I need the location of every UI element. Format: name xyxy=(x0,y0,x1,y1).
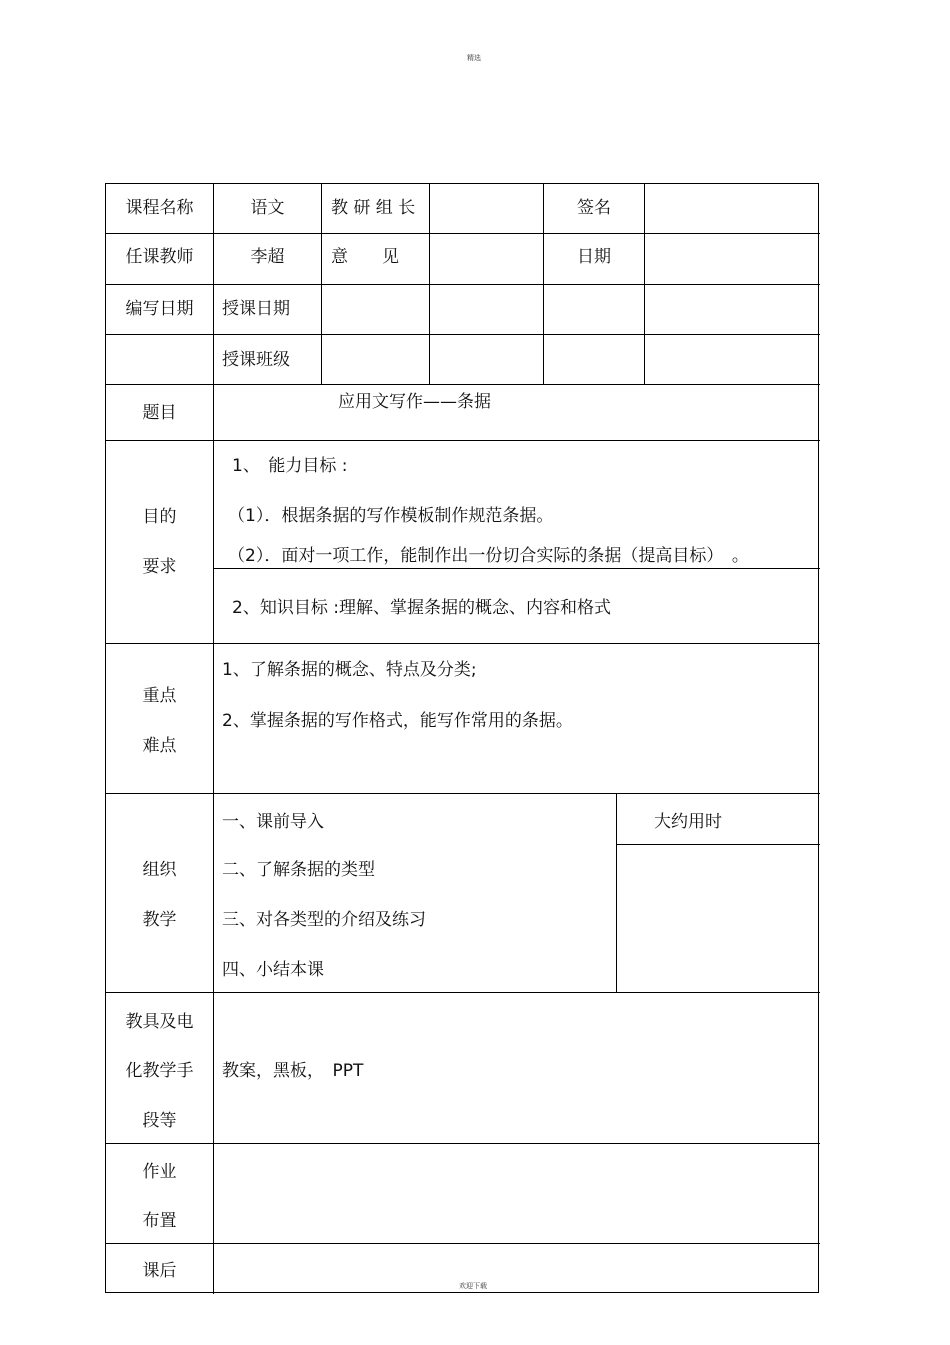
key-point-item-1: 1、了解条据的概念、特点及分类; xyxy=(222,660,477,680)
header-note: 精选 xyxy=(467,54,481,62)
column-divider xyxy=(321,184,322,384)
lesson-plan-table xyxy=(105,183,819,1293)
date-label: 日期 xyxy=(577,247,611,267)
leader-opinion-line1: 教 研 组 长 xyxy=(331,198,416,218)
goals-label-line2: 要求 xyxy=(142,557,177,577)
row-divider xyxy=(214,568,820,569)
course-name-value: 语文 xyxy=(250,198,285,218)
column-divider xyxy=(429,184,430,384)
organization-step-4: 四、小结本课 xyxy=(222,960,324,980)
time-label: 大约用时 xyxy=(654,812,722,832)
course-name-label: 课程名称 xyxy=(125,198,194,218)
after-class-label: 课后 xyxy=(142,1261,177,1281)
organization-label-line2: 教学 xyxy=(142,910,177,930)
footer-note: 欢迎下载 xyxy=(459,1282,487,1290)
homework-label-line1: 作业 xyxy=(142,1162,177,1182)
organization-step-2: 二、了解条据的类型 xyxy=(222,860,375,880)
key-points-label-line1: 重点 xyxy=(142,686,177,706)
organization-step-3: 三、对各类型的介绍及练习 xyxy=(222,910,426,930)
topic-value: 应用文写作——条据 xyxy=(338,392,491,412)
tools-label-line3: 段等 xyxy=(142,1111,177,1131)
leader-opinion-line2: 意 见 xyxy=(331,247,399,267)
ability-item-1: （1）．根据条据的写作模板制作规范条据。 xyxy=(228,506,554,526)
row-divider xyxy=(616,844,820,845)
topic-label: 题目 xyxy=(142,403,177,423)
ability-heading: 1、 能力目标 : xyxy=(232,456,348,476)
ability-item-2: （2）．面对一项工作，能制作出一份切合实际的条据（提高目标） 。 xyxy=(228,546,749,566)
column-divider xyxy=(616,793,617,992)
tools-label-line1: 教具及电 xyxy=(125,1012,194,1032)
column-divider xyxy=(644,184,645,384)
key-point-item-2: 2、掌握条据的写作格式，能写作常用的条据。 xyxy=(222,711,573,731)
teacher-value: 李超 xyxy=(250,247,285,267)
tools-label-line2: 化教学手 xyxy=(125,1061,194,1081)
organization-step-1: 一、课前导入 xyxy=(222,812,324,832)
teach-date-label: 授课日期 xyxy=(222,299,290,319)
homework-label-line2: 布置 xyxy=(142,1211,177,1231)
key-points-label-line2: 难点 xyxy=(142,736,177,756)
write-date-label: 编写日期 xyxy=(125,299,194,319)
tools-value: 教案，黑板， PPT xyxy=(222,1061,364,1081)
teach-class-label: 授课班级 xyxy=(222,350,290,370)
knowledge-goal: 2、知识目标 :理解、掌握条据的概念、内容和格式 xyxy=(232,598,611,618)
teacher-label: 任课教师 xyxy=(125,247,194,267)
organization-label-line1: 组织 xyxy=(142,860,177,880)
column-divider xyxy=(213,184,214,1294)
sign-label: 签名 xyxy=(577,198,611,218)
goals-label-line1: 目的 xyxy=(142,507,177,527)
